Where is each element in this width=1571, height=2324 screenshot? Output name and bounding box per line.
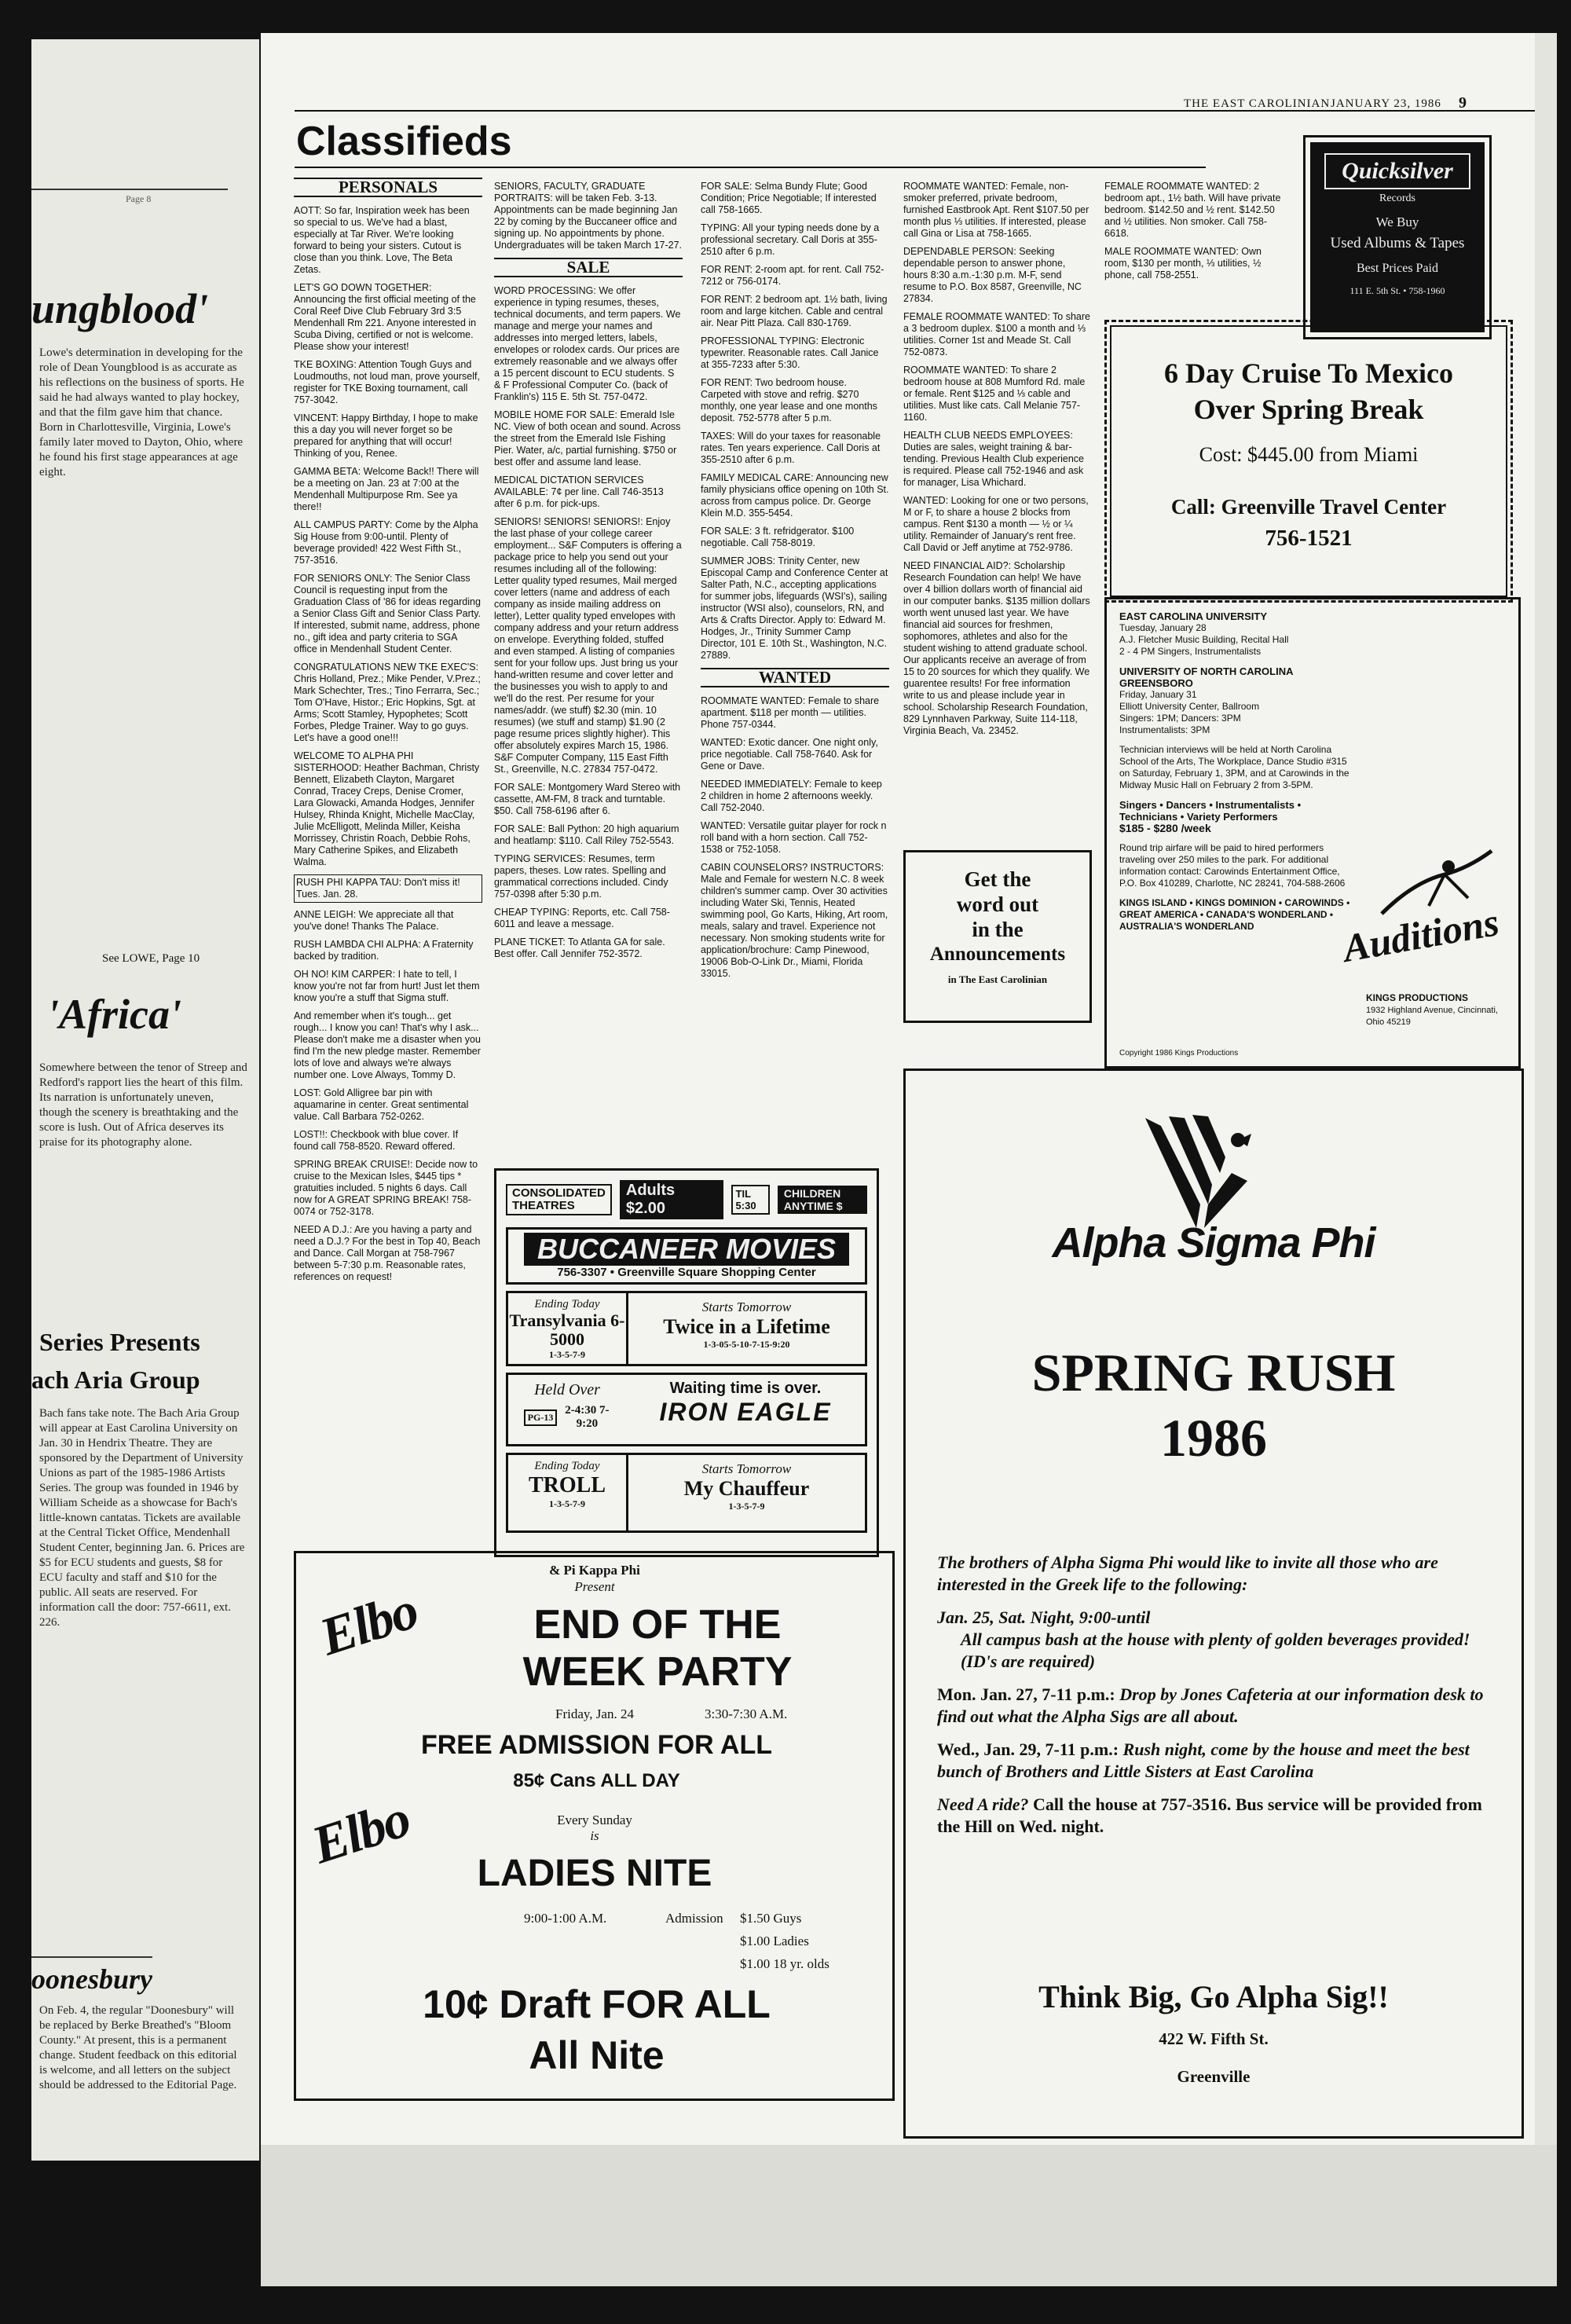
classified-ad: ROOMMATE WANTED: Female, non-smoker preferred, private bedroom, furnished Eastbrook Apt. Rent $107.50 per month plus ⅓ utilities. If interested, please call Gina or Lisa at 758-1665. xyxy=(903,181,1089,239)
article-body: Lowe's determination in developing for the role of Dean Youngblood is as accurate as his reflections on the business of sports. He said he had always wanted to play hockey, and that the film gave him that chance. Born in Charlottesville, Virginia, Lowe's family later moved to Dayton, Ohio, where he found his first stage appearances at age eight. xyxy=(39,346,244,478)
classified-ad: RUSH PHI KAPPA TAU: Don't miss it! Tues. Jan. 28. xyxy=(294,874,482,903)
ad-line: Used Albums & Tapes xyxy=(1330,235,1465,251)
classified-ad: LOST!!: Checkbook with blue cover. If found call 758-8520. Reward offered. xyxy=(294,1129,459,1152)
classified-ad: FAMILY MEDICAL CARE: Announcing new family physicians office opening on 10th St. across from campus police. Dr. George Klein M.D. 355-5454. xyxy=(701,472,889,519)
showing-status: Ending Today xyxy=(534,1298,600,1310)
rush-year: 1986 xyxy=(1160,1408,1267,1468)
quicksilver-ad xyxy=(1303,135,1492,339)
headline: oonesbury xyxy=(31,1956,152,1996)
showtimes: 1-3-5-7-9 xyxy=(549,1349,585,1360)
classified-ad: TKE BOXING: Attention Tough Guys and Loudmouths, not loud man, prove yourself, register for TKE Boxing tournament, call 757-3042. xyxy=(294,359,480,405)
party-time: 3:30-7:30 A.M. xyxy=(705,1706,788,1721)
address: 422 W. Fifth St. xyxy=(1159,2029,1269,2048)
headline: ach Aria Group xyxy=(31,1365,200,1394)
audition-details: Friday, January 31 Elliott University Center, Ballroom Singers: 1PM; Dancers: 3PM Instrumentalists: 3PM xyxy=(1119,689,1260,735)
running-head: Page 8 xyxy=(126,193,152,204)
showtimes: 1-3-5-7-9 xyxy=(549,1498,585,1509)
theatre-chain: THEATRES xyxy=(512,1199,575,1212)
audition-details: Round trip airfare will be paid to hired performers traveling over 250 miles to the park. For additional information contact: Carowinds Entertainment Office, P.O. Box 410289, Charlotte, NC 28241, 704-588-2606 xyxy=(1119,842,1346,889)
ad-line: Best Prices Paid xyxy=(1357,262,1438,275)
classified-ad: FOR SALE: Montgomery Ward Stereo with cassette, AM-FM, 8 track and turntable. $50. Call 758-6196 after 6. xyxy=(494,782,681,816)
cruise-ad xyxy=(1104,320,1513,603)
classified-ad: FOR SALE: Ball Python: 20 high aquarium and heatlamp: $110. Call Riley 752-5543. xyxy=(494,823,679,846)
producer: KINGS PRODUCTIONS xyxy=(1366,992,1469,1003)
classified-ad: FOR SENIORS ONLY: The Senior Class Council is requesting input from the Graduation Class of '86 for ideas regarding a Senior Class Gift and Senior Class Party. If interested, submit name, address, phone no., gift idea and party criteria to SGA office in Mendenhall Student Center. xyxy=(294,573,482,654)
classified-ad: WELCOME TO ALPHA PHI SISTERHOOD: Heather Bachman, Christy Bennett, Elizabeth Clayton, Margaret Conrad, Tracey Creps, Denise Cromer, Lara Glowacki, Amanda Hodges, Jennifer Hulsey, Rhinda Knight, Michelle MacClay, Julie McElligott, Melinda Miller, Keisha Morrissey, Christin Roach, Debbie Rohs, Mary Catherine Spikes, and Elizabeth Walma. xyxy=(294,750,480,867)
classified-ad: CABIN COUNSELORS? INSTRUCTORS: Male and Female for western N.C. 8 week children's summer camp. Over 30 activities including Water Ski, Tennis, Heated swimming pool, Go Karts, Hiking, Art room, meals, salary and travel. Experience not necessary. Non smoking students write for application/brochure: Camp Pinewood, 19006 Bob-O-Link Dr., Miami, Florida 33015. xyxy=(701,862,888,979)
admission-line: FREE ADMISSION FOR ALL xyxy=(420,1730,773,1760)
present-line: Present xyxy=(574,1579,615,1594)
main-page xyxy=(261,33,1557,2201)
event-text: Drop by Jones Cafeteria at our information desk to find out what the Alpha Sigs are all about. xyxy=(937,1684,1484,1726)
ad-line: Announcements xyxy=(929,944,1066,965)
store-logo: Quicksilver xyxy=(1324,153,1470,189)
classified-ad: FOR SALE: Selma Bundy Flute; Good Condition; Price Negotiable; If interested call 758-1665. xyxy=(701,181,877,215)
showtimes: 2-4:30 7-9:20 xyxy=(565,1404,610,1430)
party-title: WEEK PARTY xyxy=(522,1649,793,1695)
movie-title: IRON EAGLE xyxy=(659,1398,832,1426)
classified-ad: AOTT: So far, Inspiration week has been so special to us. We've had a blast, especially at Tar River. We're looking forward to being your sisters. Cutout is close than you think. Love, The Beta Zetas. xyxy=(294,205,470,275)
section-header: PERSONALS xyxy=(294,178,482,197)
price-line: $1.00 Ladies xyxy=(740,1934,809,1948)
all-nite: All Nite xyxy=(529,2033,665,2077)
classified-ad: PROFESSIONAL TYPING: Electronic typewriter. Reasonable rates. Call Janice at 355-7233 after 5:30. xyxy=(701,335,879,370)
audition-roles: Singers • Dancers • Instrumentalists • Technicians • Variety Performers xyxy=(1119,799,1302,823)
admission-label: Admission xyxy=(665,1911,723,1926)
showing-status: Ending Today xyxy=(534,1460,600,1472)
classified-ad: SENIORS, FACULTY, GRADUATE PORTRAITS: will be taken Feb. 3-13. Appointments can be made beginning Jan 22 by coming by the Buccaneer office and signing up. No appointments by phone. Undergraduates will be taken March 17-27. xyxy=(494,181,683,251)
classified-ad: ROOMMATE WANTED: Female to share apartment. $118 per month — utilities. Phone 757-0344. xyxy=(701,695,880,730)
co-host: & Pi Kappa Phi xyxy=(549,1563,640,1578)
movie-title: My Chauffeur xyxy=(683,1477,810,1500)
movie-title: TROLL xyxy=(528,1473,606,1497)
party-title: END OF THE xyxy=(533,1602,782,1648)
ad-headline: Over Spring Break xyxy=(1193,394,1424,425)
classified-ad: VINCENT: Happy Birthday, I hope to make this a day you will never forget so be prepared for anything that will occur! Thinking of you, Renee. xyxy=(294,412,478,459)
tagline: Waiting time is over. xyxy=(669,1380,822,1397)
classified-ad: NEED FINANCIAL AID?: Scholarship Research Foundation can help! We have over 4 billion dollars worth of financial aid in our computer banks. $135 million dollars worth went unused last year. We have financial aid sources for freshmen, sophomores, athletes and also for the student wishing to attend graduate school. Our applicants receive an average of from 15 to 20 sources for which they qualify. We guarentee results! For free information write to us and please include year in school. Scholarship Research Foundation, 829 Lynnhaven Parkway, Suite 114-118, Virginia Beach, Va. 23452. xyxy=(903,560,1090,736)
jump-line: See LOWE, Page 10 xyxy=(102,952,200,965)
draft-line: 10¢ Draft FOR ALL xyxy=(423,1982,771,2026)
theatre-chain: CONSOLIDATED xyxy=(512,1186,606,1200)
classified-ad: ALL CAMPUS PARTY: Come by the Alpha Sig House from 9:00-until. Plenty of beverage provided! 422 West Fifth St., 757-3516. xyxy=(294,519,478,566)
left-page xyxy=(31,39,259,2161)
audition-details: Tuesday, January 28 A.J. Fletcher Music Building, Recital Hall 2 - 4 PM Singers, Instrumentalists xyxy=(1119,622,1289,657)
classified-ad: CONGRATULATIONS NEW TKE EXEC'S: Chris Holland, Prez.; Mike Pender, V.Prez.; Mark Schechter, Tres.; Tino Ferrarra, Sec.; Tom O'Have, Histor.; Eric Hopkins, Sgt. at Arms; Scott Stamley, Hypophetes; Scott Forbes, Pledge Trainer. Way to go guys. Let's have a good one!!! xyxy=(294,662,481,743)
cans-line: 85¢ Cans ALL DAY xyxy=(513,1770,680,1791)
elbo-logo: Elbo xyxy=(305,1787,416,1875)
classified-ad: And remember when it's tough... get rough... I know you can! That's why I ask... Please don't make me a disaster when you find I'm the new pledge master. Remember lots of love and always we're always number one. Love Always, Tommy D. xyxy=(294,1010,481,1080)
classified-ad: LET'S GO DOWN TOGETHER: Announcing the first official meeting of the Coral Reef Dive Club February 3rd 3:5 Mendenhall Rm 221. Anyone interested in Scuba Diving, certified or not is welcome. Please show your interest! xyxy=(294,282,477,352)
page-number: 9 xyxy=(1459,94,1467,112)
phoenix-icon xyxy=(1137,1110,1255,1236)
cinema-address: 756-3307 • Greenville Square Shopping Center xyxy=(557,1266,816,1279)
classified-ad: MEDICAL DICTATION SERVICES AVAILABLE: 7¢ per line. Call 746-3513 after 6 p.m. for pick-ups. xyxy=(494,475,664,509)
showtimes: 1-3-05-5-10-7-15-9:20 xyxy=(703,1339,790,1350)
intro-text: The brothers of Alpha Sigma Phi would like to invite all those who are interested in the Greek life to the following: xyxy=(937,1552,1438,1594)
producer-address: 1932 Highland Avenue, Cincinnati, Ohio 45219 xyxy=(1366,1006,1498,1027)
event-date: Jan. 25, Sat. Night, 9:00-until xyxy=(937,1607,1151,1627)
article-body: Bach fans take note. The Bach Aria Group will appear at East Carolina University on Jan. 30 in Hendrix Theatre. They are sponsored by the Department of University Unions as part of the 1985-1986 Artists Series. The group was founded in 1946 by William Scheide as a showcase for Bach's little-known cantatas. Tickets are available at the Central Ticket Office, Mendenhall Student Center, beginning Jan. 6. Prices are $5 for ECU students and guests, $8 for ECU faculty and staff and $10 for the public. All seats are reserved. For information call the door: 757-6611, ext. 226. xyxy=(39,1407,245,1629)
column-personals xyxy=(294,174,482,1541)
event-text: Rush night, come by the house and meet the best bunch of Brothers and Little Sisters at East Carolina xyxy=(937,1739,1470,1781)
ad-line: We Buy xyxy=(1375,214,1419,229)
headline: Series Presents xyxy=(39,1328,200,1356)
article-body: Somewhere between the tenor of Streep and Redford's rapport lies the heart of this film. Its narration is unfortunately uneven, though the scenery is breathtaking and the score is lush. Out of Africa deserves its praise for its photography alone. xyxy=(39,1061,247,1149)
scan-strip xyxy=(261,2145,1557,2286)
classified-ad: FEMALE ROOMMATE WANTED: 2 bedroom apt., 1½ bath. Will have private bedroom. $142.50 and ½ rent. $142.50 and ½ utilities. Non smoker. Call 758-6618. xyxy=(1104,181,1281,239)
classified-ad: RUSH LAMBDA CHI ALPHA: A Fraternity backed by tradition. xyxy=(294,939,474,962)
classified-ad: DEPENDABLE PERSON: Seeking dependable person to answer phone, hours 8:30 a.m.-1:30 p.m. M-F, send resume to P.O. Box 8587, Greenville, NC 27834. xyxy=(903,246,1082,304)
audition-details: Technician interviews will be held at North Carolina School of the Arts, The Workplace, Dance Studio #315 on Saturday, February 1, 3PM, and at Carowinds in the Midway Music Hall on February 2 from 3-5PM. xyxy=(1119,744,1349,790)
classified-ad: TYPING SERVICES: Resumes, term papers, theses. Low rates. Spelling and grammatical corrections included. Cindy 757-0398 after 5:30 p.m. xyxy=(494,853,668,900)
movie-title: Twice in a Lifetime xyxy=(663,1315,830,1338)
classified-ad: ANNE LEIGH: We appreciate all that you've done! Thanks The Palace. xyxy=(294,909,454,932)
party-day: Friday, Jan. 24 xyxy=(555,1706,634,1721)
ladies-nite: LADIES NITE xyxy=(477,1853,712,1894)
ad-line: in the xyxy=(972,918,1024,941)
column-sale xyxy=(494,181,683,1171)
classified-ad: FEMALE ROOMMATE WANTED: To share a 3 bedroom duplex. $100 a month and ⅓ utilities. Corner 1st and Meade St. Call 752-0873. xyxy=(903,311,1091,357)
matinee-time: TIL 5:30 xyxy=(731,1185,770,1215)
alpha-sigma-phi-ad xyxy=(903,1069,1524,2139)
showing-status: Starts Tomorrow xyxy=(701,1461,792,1476)
classified-ad: WANTED: Versatile guitar player for rock n roll band with a horn section. Call 752-1538 or 752-1058. xyxy=(701,820,887,855)
classified-ad: PLANE TICKET: To Atlanta GA for sale. Best offer. Call Jennifer 752-3572. xyxy=(494,937,665,959)
column-wanted xyxy=(701,181,889,1171)
ad-line: word out xyxy=(956,893,1039,916)
classified-ad: TYPING: All your typing needs done by a professional secretary. Call Doris at 355-2510 after 6 p.m. xyxy=(701,222,880,257)
every-sunday: Every Sunday xyxy=(557,1813,632,1827)
adult-price: Adults $2.00 xyxy=(620,1180,723,1219)
classified-ad: LOST: Gold Alligree bar pin with aquamarine in center. Great sentimental value. Call Barbara 752-0262. xyxy=(294,1087,469,1122)
cinema-name: BUCCANEER MOVIES xyxy=(524,1233,849,1266)
article-body: On Feb. 4, the regular "Doonesbury" will be replaced by Berke Breathed's "Bloom County." At present, this is a permanent change. Student feedback on this editorial is welcome, and all letters on the subject should be addressed to the Editorial Page. xyxy=(39,2004,237,2091)
rush-schedule xyxy=(937,1552,1496,1849)
section-header: SALE xyxy=(494,258,683,277)
headline: ungblood' xyxy=(31,285,209,332)
ride-question: Need A ride? xyxy=(937,1794,1029,1814)
movies-ad xyxy=(494,1168,879,1557)
child-price: CHILDREN ANYTIME $ xyxy=(778,1186,867,1214)
classified-ad: NEED A D.J.: Are you having a party and need a D.J.? For the best in Top 40, Beach and Dance. Call Morgan at 758-7967 between 5-7:30 p.m. Reasonable rates, references on request! xyxy=(294,1224,481,1282)
classified-ad: MOBILE HOME FOR SALE: Emerald Isle NC. View of both ocean and sound. Across the street from the Emerald Isle Fishing Pier. Water, a/c, partial furnishing. $750 or best offer and assume land lease. xyxy=(494,409,681,467)
ad-contact: Call: Greenville Travel Center xyxy=(1170,495,1447,519)
elbo-logo: Elbo xyxy=(313,1579,424,1667)
column-roommates xyxy=(903,181,1092,872)
classified-ad: CHEAP TYPING: Reports, etc. Call 758-6011 and leave a message. xyxy=(494,907,670,929)
rule xyxy=(31,189,228,190)
classified-ad: ROOMMATE WANTED: To share 2 bedroom house at 808 Mumford Rd. male or female. Rent $125 and ⅓ cable and utilities. Must like cats. Call Melanie 757-1160. xyxy=(903,365,1086,423)
classified-ad: FOR RENT: 2-room apt. for rent. Call 752-7212 or 756-0174. xyxy=(701,264,884,287)
column-female-roommates xyxy=(1104,181,1285,338)
audition-pay: $185 - $280 /week xyxy=(1119,822,1211,834)
classified-ad: SPRING BREAK CRUISE!: Decide now to cruise to the Mexican Isles, $445 tips * gratuities included. 5 nights 6 days. Call now for A GREAT SPRING BREAK! 758-0074 or 752-3178. xyxy=(294,1159,478,1217)
price-line: $1.50 Guys xyxy=(740,1911,802,1926)
audition-site: UNIVERSITY OF NORTH CAROLINA GREENSBORO xyxy=(1119,665,1294,689)
classified-ad: SUMMER JOBS: Trinity Center, new Episcopal Camp and Conference Center at Salter Path, N.C., accepting applications for summer jobs, lifeguards (WSI's), sailing instructor (WSI also), counselors, RN, and Arts & Crafts Director. Apply to: Edward M. Hodges, Jr., Trinity Summer Camp Director, 101 E. 10th St., Washington, N.C. 27889. xyxy=(701,555,888,661)
classified-ad: WORD PROCESSING: We offer experience in typing resumes, theses, technical documents, and term papers. We manage and merge your names and addresses into merged letters, labels, envelopes or rolodex cards. Our prices are extremely reasonable and we always offer a 15 percent discount to ECU students. S & F Professional Computer Co. (back of Franklin's) 115 E. 5th St. 757-0472. xyxy=(494,285,681,402)
classified-ad: HEALTH CLUB NEEDS EMPLOYEES: Duties are sales, weight training & bar-tending. Previous Health Club experience is required. Please call 752-1946 and ask for manager, Lisa Whichard. xyxy=(903,430,1084,488)
showing-status: Starts Tomorrow xyxy=(701,1299,792,1314)
audition-site: EAST CAROLINA UNIVERSITY xyxy=(1119,610,1268,622)
auditions-ad xyxy=(1104,597,1521,1069)
party-ad xyxy=(294,1551,895,2101)
event-date: Wed., Jan. 29, 7-11 p.m.: xyxy=(937,1739,1119,1759)
ad-headline: 6 Day Cruise To Mexico xyxy=(1164,357,1453,389)
classified-ad: FOR RENT: 2 bedroom apt. 1½ bath, living room and large kitchen. Cable and central air. Near Pitt Plaza. Call 830-1769. xyxy=(701,294,888,328)
price-line: $1.00 18 yr. olds xyxy=(740,1956,829,1971)
classified-ad: WANTED: Exotic dancer. One night only, price negotiable. Call 758-7640. Ask for Gene or Dave. xyxy=(701,737,878,772)
classified-ad: NEEDED IMMEDIATELY: Female to keep 2 children in home 2 afternoons weekly. Call 752-2040. xyxy=(701,779,882,813)
slogan: Think Big, Go Alpha Sig!! xyxy=(1038,1979,1389,2014)
rating-badge: PG-13 xyxy=(524,1409,558,1426)
fraternity-logo: Alpha Sigma Phi xyxy=(1052,1219,1375,1266)
nite-hours: 9:00-1:00 A.M. xyxy=(524,1911,607,1926)
movie-title: Transylvania 6-5000 xyxy=(509,1310,625,1349)
classified-ad: MALE ROOMMATE WANTED: Own room, $130 per month, ⅓ utilities, ½ phone, call 758-2551. xyxy=(1104,246,1262,280)
section-title: Classifieds xyxy=(296,119,512,164)
classified-ad: WANTED: Looking for one or two persons, M or F, to share a house 2 blocks from campus. Rent $130 a month — ½ or ¼ utility. Remainder of January's rent free. Call David or Jeff anytime at 752-9786. xyxy=(903,495,1089,553)
copyright: Copyright 1986 Kings Productions xyxy=(1119,1049,1239,1058)
classified-ad: FOR RENT: Two bedroom house. Carpeted with stove and refrig. $270 monthly, one year lease and one months deposit. 752-5778 after 5 p.m. xyxy=(701,377,877,423)
page-edge xyxy=(1535,33,1557,2201)
issue-date: JANUARY 23, 1986 xyxy=(1331,97,1441,110)
section-header: WANTED xyxy=(701,668,889,687)
classified-ad: GAMMA BETA: Welcome Back!! There will be a meeting on Jan. 23 at 7:00 at the Mendenhall Multipurpose Rm. See ya there!! xyxy=(294,466,479,512)
classified-ad: TAXES: Will do your taxes for reasonable rates. Ten years experience. Call Doris at 355-2510 after 6 p.m. xyxy=(701,431,881,465)
city: Greenville xyxy=(1177,2067,1251,2086)
ad-cost: Cost: $445.00 from Miami xyxy=(1199,443,1419,466)
ad-line: Get the xyxy=(964,867,1031,891)
announcements-ad xyxy=(903,850,1092,1023)
ad-line: in The East Carolinian xyxy=(947,973,1048,985)
classified-ad: FOR SALE: 3 ft. refridgerator. $100 negotiable. Call 758-8019. xyxy=(701,526,855,548)
ad-phone: 756-1521 xyxy=(1265,526,1353,551)
ride-text: Call the house at 757-3516. Bus service will be provided from the Hill on Wed. night. xyxy=(937,1794,1482,1836)
classified-ad: OH NO! KIM CARPER: I hate to tell, I know you're not far from hurt! Just let them know you're a stuff that Sigma stuff. xyxy=(294,969,480,1003)
headline: 'Africa' xyxy=(47,991,181,1038)
paper-name: THE EAST CAROLINIAN xyxy=(1184,97,1331,110)
is-line: is xyxy=(590,1828,599,1843)
showtimes: 1-3-5-7-9 xyxy=(728,1501,765,1512)
ad-line: 111 E. 5th St. • 758-1960 xyxy=(1349,285,1445,296)
store-sub: Records xyxy=(1379,192,1415,204)
event-date: Mon. Jan. 27, 7-11 p.m.: xyxy=(937,1684,1115,1704)
showing-status: Held Over xyxy=(534,1381,600,1398)
section-rule xyxy=(295,167,1206,168)
event-text: All campus bash at the house with plenty of golden beverages provided! (ID's are required) xyxy=(961,1629,1470,1671)
classified-ad: SENIORS! SENIORS! SENIORS!: Enjoy the last phase of your college career employment... S&F Computers is offering a package price to help you send out your resumes including all of the following: Letter quality typed resumes, Mail merged cover letters (name and address of each company as inside mailing address on letter), Letter quality typed envelopes with company address and your return address on envelope. Everything folded, stuffed and even stamped. A listing of companies sent for your follow ups. Just bring us your hand-written resume and cover letter and the businesses you wish to apply to and we'll do the rest. Per resume for your names/addr. (we stuff) $2.30 (min. 10 resumes) (we stuff and stamp) $1.90 (2 page resume prices slightly higher). This offer absolutely expires March 15, 1986. S&F Computer Company, 115 East Fifth St., Greenville, N.C. 27834 757-0472. xyxy=(494,516,682,775)
audition-parks: KINGS ISLAND • KINGS DOMINION • CAROWINDS • GREAT AMERICA • CANADA'S WONDERLAND • AUSTRALIA'S WONDERLAND xyxy=(1119,897,1350,932)
auditions-logo: Auditions xyxy=(1339,900,1503,970)
rush-title: SPRING RUSH xyxy=(1031,1343,1396,1402)
